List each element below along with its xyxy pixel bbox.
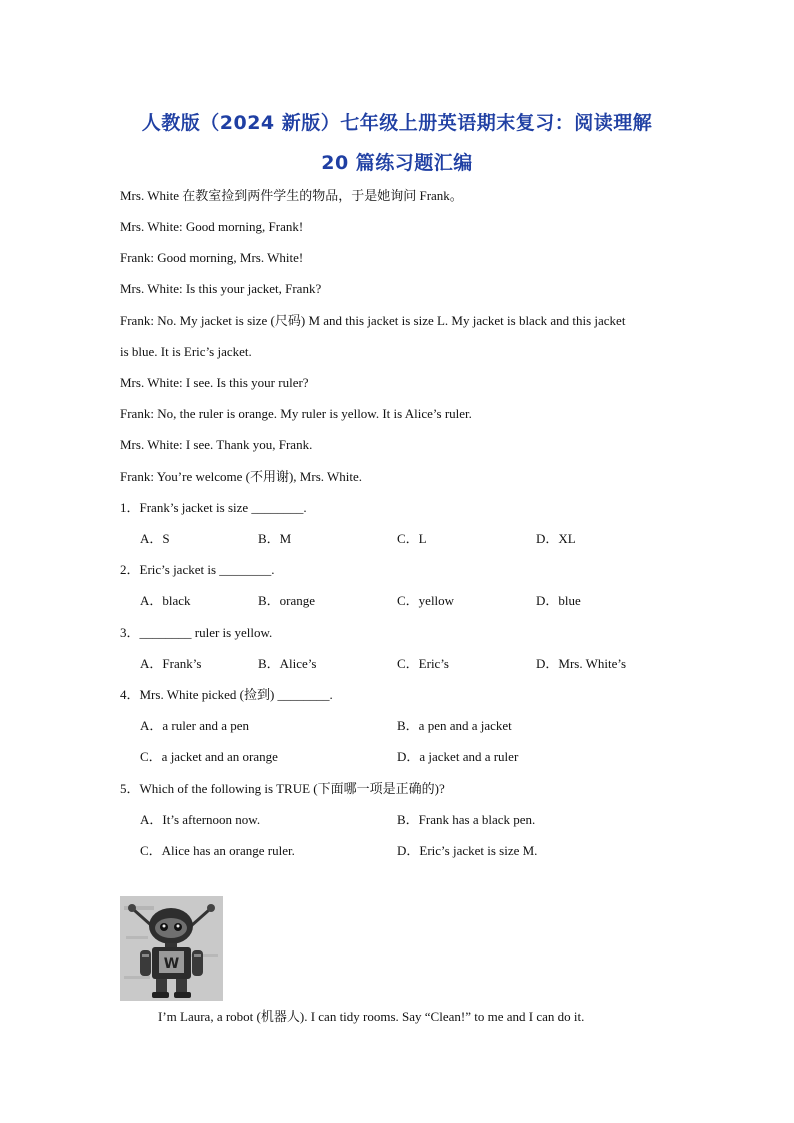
question-1-option-c: C．L	[397, 531, 427, 546]
question-4-option-c: C．a jacket and an orange	[140, 749, 278, 764]
question-3-option-d: D．Mrs. White’s	[536, 656, 627, 671]
question-5-option-b: B．Frank has a black pen.	[397, 812, 536, 827]
question-4-option-a: A．a ruler and a pen	[140, 718, 250, 733]
question-2-option-b: B．orange	[258, 593, 316, 608]
passage-line: Frank: Good morning, Mrs. White!	[120, 250, 304, 265]
question-4-stem: 4．Mrs. White picked (捡到) ________.	[120, 687, 333, 702]
question-3-option-c: C．Eric’s	[397, 656, 449, 671]
question-3-option-b: B．Alice’s	[258, 656, 317, 671]
robot-caption: I’m Laura, a robot (机器人). I can tidy rooms. Say “Clean!” to me and I can do it.	[158, 1009, 585, 1024]
passage-line: Frank: You’re welcome (不用谢), Mrs. White.	[120, 469, 363, 484]
question-2-option-c: C．yellow	[397, 593, 455, 608]
page-title-line-2: 20 篇练习题汇编	[321, 152, 473, 174]
question-2-option-a: A．black	[140, 593, 191, 608]
passage-line: Frank: No, the ruler is orange. My ruler is yellow. It is Alice’s ruler.	[120, 406, 472, 421]
robot-illustration	[120, 896, 223, 1001]
question-5-option-c: C．Alice has an orange ruler.	[140, 843, 295, 858]
question-5-option-d: D．Eric’s jacket is size M.	[397, 843, 538, 858]
page-title-line-1: 人教版（2024 新版）七年级上册英语期末复习：阅读理解	[141, 112, 653, 134]
question-1-option-d: D．XL	[536, 531, 576, 546]
question-5-option-a: A．It’s afternoon now.	[140, 812, 261, 827]
passage-line: Frank: No. My jacket is size (尺码) M and this jacket is size L. My jacket is black and this jacket	[120, 313, 626, 328]
question-3-stem: 3．________ ruler is yellow.	[120, 625, 273, 640]
question-2-stem: 2．Eric’s jacket is ________.	[120, 562, 275, 577]
question-2-option-d: D．blue	[536, 593, 581, 608]
question-3-option-a: A．Frank’s	[140, 656, 202, 671]
passage-line: Mrs. White: I see. Is this your ruler?	[120, 375, 309, 390]
question-4-option-b: B．a pen and a jacket	[397, 718, 512, 733]
question-5-stem: 5．Which of the following is TRUE (下面哪一项是正确的)?	[120, 781, 445, 796]
question-1-stem: 1．Frank’s jacket is size ________.	[120, 500, 307, 515]
question-1-option-a: A．S	[140, 531, 170, 546]
passage-line: Mrs. White: Good morning, Frank!	[120, 219, 304, 234]
robot-badge-letter: W	[163, 956, 180, 972]
passage-line: is blue. It is Eric’s jacket.	[120, 344, 252, 359]
passage-intro: Mrs. White 在教室捡到两件学生的物品，于是她询问 Frank。	[120, 188, 463, 203]
question-4-option-d: D．a jacket and a ruler	[397, 749, 519, 764]
robot-image	[120, 896, 223, 1001]
passage-line: Mrs. White: Is this your jacket, Frank?	[120, 281, 322, 296]
question-1-option-b: B．M	[258, 531, 292, 546]
passage-line: Mrs. White: I see. Thank you, Frank.	[120, 437, 313, 452]
